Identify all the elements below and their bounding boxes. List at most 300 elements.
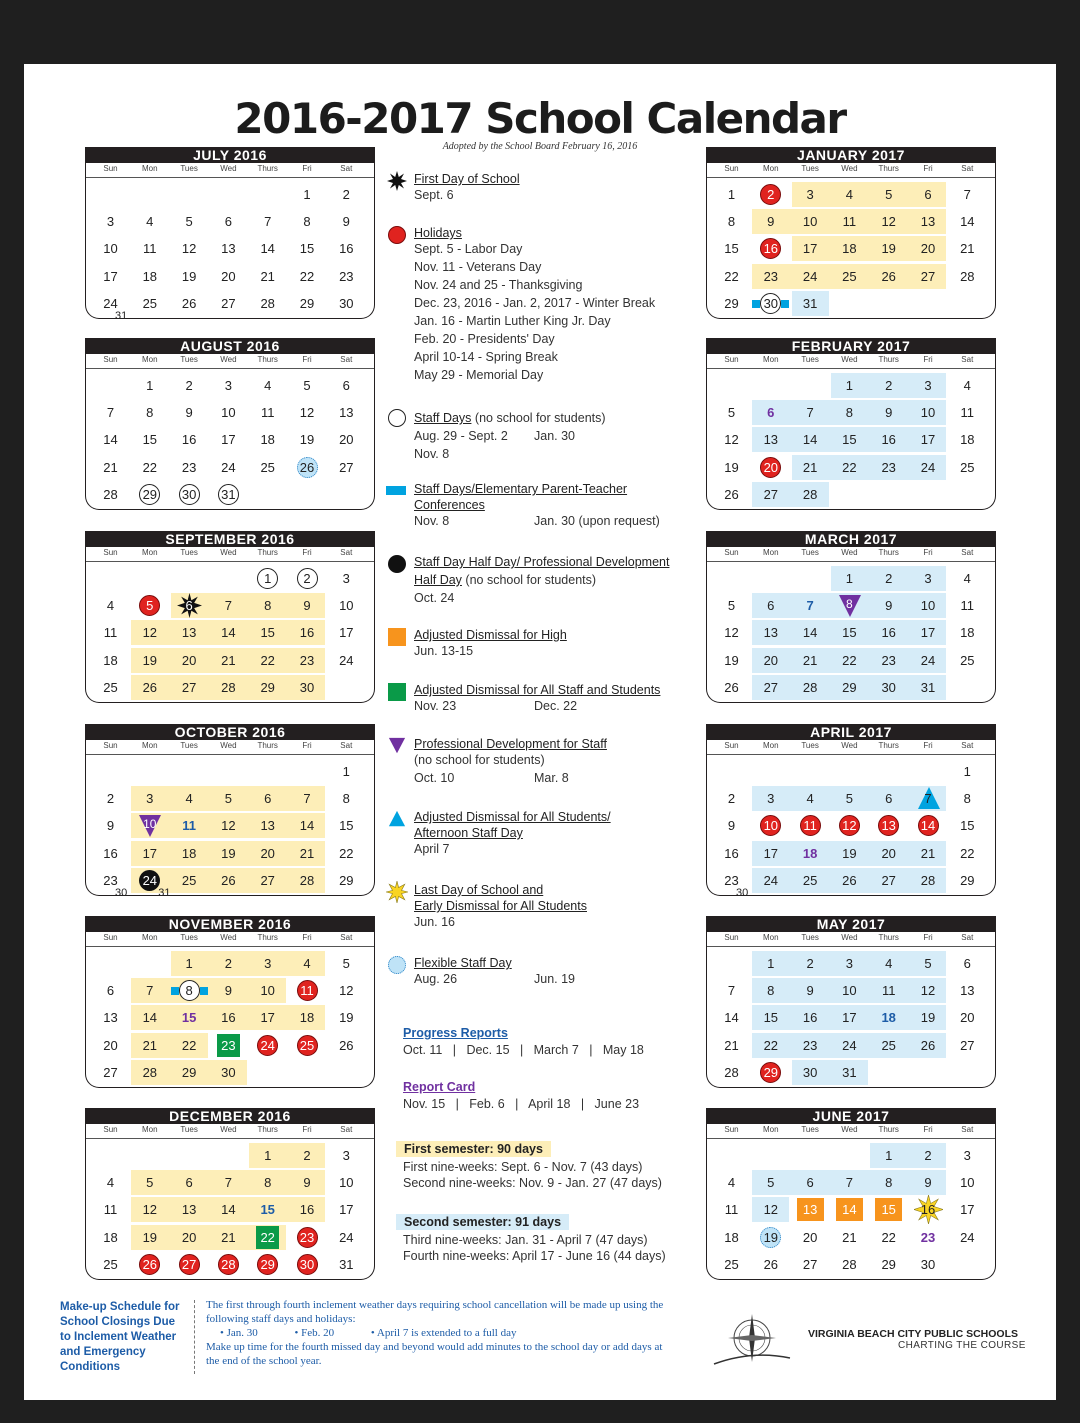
weekday-label: Fri xyxy=(302,741,312,750)
day-cell xyxy=(130,1225,169,1250)
day-cell xyxy=(751,236,790,261)
day-number: 25 xyxy=(260,459,275,475)
day-cell xyxy=(909,1170,948,1195)
day-cell xyxy=(170,264,209,289)
conference-tick xyxy=(171,987,179,995)
month-grid xyxy=(85,740,375,899)
day-number: 17 xyxy=(802,241,818,257)
day-cell xyxy=(170,1033,209,1058)
day-number: 28 xyxy=(260,295,275,311)
day-number: 8 xyxy=(185,983,193,999)
day-cell xyxy=(948,1225,987,1250)
holiday-line: April 10-14 - Spring Break xyxy=(414,350,558,364)
day-cell xyxy=(170,841,209,866)
day-number: 6 xyxy=(185,1175,193,1191)
day-cell xyxy=(751,291,790,316)
day-cell xyxy=(91,1197,130,1222)
day-cell xyxy=(91,978,130,1003)
day-cell xyxy=(327,620,366,645)
overflow-day: 30 xyxy=(115,886,128,899)
weekday-label: Tues xyxy=(180,1125,198,1134)
day-cell xyxy=(288,291,327,316)
day-number: 15 xyxy=(842,432,857,448)
weekday-label: Thurs xyxy=(878,355,899,364)
legend-staff-days xyxy=(414,409,694,463)
day-number: 11 xyxy=(803,818,817,834)
weekday-label: Sat xyxy=(961,164,974,173)
legend-last-day-title1: Last Day of School and xyxy=(414,883,544,897)
day-number: 6 xyxy=(264,791,272,807)
weekday-label: Thurs xyxy=(878,548,899,557)
day-cell xyxy=(248,593,287,618)
day-cell xyxy=(209,427,248,452)
day-number: 3 xyxy=(845,956,853,971)
day-number: 24 xyxy=(802,268,818,284)
day-cell xyxy=(209,1252,248,1277)
weekday-label: Tues xyxy=(180,933,198,942)
day-number: 29 xyxy=(142,486,158,502)
weekday-label: Thurs xyxy=(257,548,278,557)
day-cell xyxy=(327,236,366,261)
day-cell xyxy=(327,264,366,289)
day-cell xyxy=(948,1033,987,1058)
day-number: 19 xyxy=(181,268,197,284)
weekday-label: Thurs xyxy=(878,1125,899,1134)
day-number: 5 xyxy=(727,405,736,421)
day-cell xyxy=(170,1252,209,1277)
day-cell xyxy=(327,1225,366,1250)
day-cell xyxy=(909,566,948,591)
weekday-label: Fri xyxy=(923,1125,933,1134)
pd-staff-b: Mar. 8 xyxy=(534,771,569,785)
day-cell xyxy=(791,455,830,480)
day-number: 2 xyxy=(303,1148,311,1163)
month-title: NOVEMBER 2016 xyxy=(85,916,375,932)
day-cell xyxy=(830,209,869,234)
day-number: 10 xyxy=(221,405,236,421)
day-cell xyxy=(248,868,287,893)
weekday-label: Wed xyxy=(220,164,237,173)
day-number: 1 xyxy=(885,1148,893,1163)
day-cell xyxy=(909,675,948,700)
semester-2-line1: Third nine-weeks: Jan. 31 - April 7 (47 days) xyxy=(403,1233,648,1247)
day-number: 19 xyxy=(221,845,236,861)
day-number: 15 xyxy=(842,625,857,641)
day-cell xyxy=(869,868,908,893)
month-calendar xyxy=(706,1108,996,1280)
weekday-label: Wed xyxy=(841,741,858,750)
day-cell xyxy=(170,236,209,261)
semester-1-line2: Second nine-weeks: Nov. 9 - Jan. 27 (47 days) xyxy=(403,1176,662,1190)
day-cell xyxy=(830,264,869,289)
weekday-label: Fri xyxy=(923,741,933,750)
day-cell xyxy=(830,786,869,811)
page-title: 2016-2017 School Calendar xyxy=(234,94,846,143)
day-number: 5 xyxy=(224,791,232,807)
day-number: 29 xyxy=(339,872,354,888)
day-cell xyxy=(91,1005,130,1030)
day-cell xyxy=(948,786,987,811)
day-number: 15 xyxy=(881,1202,896,1218)
weekday-label: Sun xyxy=(103,548,118,557)
day-number: 25 xyxy=(181,872,197,888)
day-cell xyxy=(288,1033,327,1058)
day-cell xyxy=(909,1033,948,1058)
day-cell xyxy=(909,978,948,1003)
day-number: 31 xyxy=(920,679,936,695)
day-number: 14 xyxy=(221,1202,236,1218)
day-number: 9 xyxy=(106,818,115,834)
day-number: 10 xyxy=(763,818,779,834)
day-cell xyxy=(909,620,948,645)
day-number: 1 xyxy=(303,187,311,202)
weekday-label: Tues xyxy=(180,355,198,364)
day-number: 5 xyxy=(845,791,853,807)
day-cell xyxy=(288,182,327,207)
day-number: 30 xyxy=(763,295,779,311)
day-number: 15 xyxy=(181,1010,197,1026)
day-number: 5 xyxy=(885,187,893,202)
day-cell xyxy=(248,400,287,425)
day-cell xyxy=(91,209,130,234)
month-calendar xyxy=(706,147,996,319)
day-number: 8 xyxy=(846,597,853,612)
day-number: 26 xyxy=(221,872,236,888)
day-number: 14 xyxy=(103,432,118,448)
day-number: 4 xyxy=(264,378,272,393)
day-number: 30 xyxy=(181,486,197,502)
day-number: 20 xyxy=(260,845,275,861)
day-cell xyxy=(209,291,248,316)
day-cell xyxy=(712,291,751,316)
weekday-label: Sat xyxy=(961,548,974,557)
makeup-bullet: • April 7 is extended to a full day xyxy=(370,1327,517,1339)
day-cell xyxy=(751,841,790,866)
outline-circle-icon xyxy=(388,409,406,427)
day-number: 27 xyxy=(763,486,779,502)
weekday-label: Thurs xyxy=(878,741,899,750)
month-grid xyxy=(706,1124,996,1280)
logo-name: VIRGINIA BEACH CITY PUBLIC SCHOOLS xyxy=(808,1328,1019,1340)
day-number: 31 xyxy=(802,295,818,311)
day-number: 19 xyxy=(299,432,315,448)
day-cell xyxy=(91,1033,130,1058)
day-number: 6 xyxy=(767,598,775,614)
day-number: 22 xyxy=(142,459,158,475)
day-cell xyxy=(170,1005,209,1030)
day-number: 6 xyxy=(224,214,232,230)
day-number: 24 xyxy=(960,1229,975,1245)
day-cell xyxy=(91,1252,130,1277)
day-cell xyxy=(91,1170,130,1195)
day-number: 28 xyxy=(299,872,315,888)
day-number: 19 xyxy=(724,652,739,668)
day-cell xyxy=(327,209,366,234)
month-title: JANUARY 2017 xyxy=(706,147,996,163)
day-number: 25 xyxy=(960,459,975,475)
day-number: 6 xyxy=(106,983,115,999)
overflow-day: 31 xyxy=(115,309,128,322)
day-number: 13 xyxy=(881,818,896,834)
day-number: 29 xyxy=(842,679,857,695)
day-cell xyxy=(327,400,366,425)
day-number: 12 xyxy=(221,818,236,834)
day-number: 23 xyxy=(802,1037,818,1053)
weekday-label: Mon xyxy=(142,933,158,942)
weekday-label: Sat xyxy=(340,933,353,942)
day-cell xyxy=(948,209,987,234)
day-number: 11 xyxy=(143,241,157,257)
day-cell xyxy=(791,182,830,207)
day-number: 17 xyxy=(260,1010,275,1026)
day-cell xyxy=(130,482,169,507)
month-title: MAY 2017 xyxy=(706,916,996,932)
day-number: 3 xyxy=(767,791,775,807)
day-number: 27 xyxy=(763,679,779,695)
day-cell xyxy=(909,209,948,234)
weekday-label: Sun xyxy=(724,548,739,557)
weekday-label: Sun xyxy=(103,741,118,750)
staff-days-line: Nov. 8 xyxy=(414,447,450,461)
makeup-para-2: Make up time for the fourth missed day and beyond would add minutes to the school day or add days at the end of the school year. xyxy=(206,1341,663,1367)
day-cell xyxy=(170,482,209,507)
day-cell xyxy=(130,209,169,234)
day-cell xyxy=(209,620,248,645)
day-cell xyxy=(209,1170,248,1195)
day-number: 18 xyxy=(299,1010,315,1026)
day-cell xyxy=(751,648,790,673)
day-number: 17 xyxy=(103,268,118,284)
day-number: 24 xyxy=(842,1037,857,1053)
day-cell xyxy=(170,813,209,838)
header-rule xyxy=(707,754,995,755)
day-cell xyxy=(909,373,948,398)
day-cell xyxy=(209,1225,248,1250)
day-cell xyxy=(327,1197,366,1222)
day-number: 8 xyxy=(727,214,736,230)
day-cell xyxy=(327,1005,366,1030)
day-number: 31 xyxy=(842,1064,857,1080)
day-number: 16 xyxy=(221,1010,236,1026)
legend-half-day xyxy=(414,555,694,607)
day-number: 21 xyxy=(221,1229,236,1245)
day-number: 9 xyxy=(303,1175,311,1191)
day-number: 25 xyxy=(802,872,818,888)
makeup-bullet: • Feb. 20 xyxy=(294,1327,335,1339)
day-number: 23 xyxy=(920,1229,936,1245)
day-cell xyxy=(948,427,987,452)
day-number: 30 xyxy=(299,679,315,695)
day-number: 7 xyxy=(845,1175,853,1191)
day-cell xyxy=(830,373,869,398)
day-cell xyxy=(170,400,209,425)
header-rule xyxy=(86,561,374,562)
weekday-label: Fri xyxy=(923,933,933,942)
day-cell xyxy=(830,868,869,893)
day-number: 28 xyxy=(724,1064,739,1080)
legend-dismissal-students xyxy=(414,810,611,858)
day-cell xyxy=(791,264,830,289)
day-cell xyxy=(751,813,790,838)
day-number: 3 xyxy=(224,378,232,393)
day-cell xyxy=(91,400,130,425)
weekday-label: Wed xyxy=(841,1125,858,1134)
legend-first-day-title: First Day of School xyxy=(414,172,520,186)
weekday-label: Wed xyxy=(220,1125,237,1134)
day-number: 26 xyxy=(724,679,739,695)
day-cell xyxy=(791,868,830,893)
legend-staff-days-suffix: (no school for students) xyxy=(471,411,606,425)
day-number: 16 xyxy=(724,845,739,861)
day-number: 26 xyxy=(142,679,158,695)
day-cell xyxy=(327,813,366,838)
day-number: 9 xyxy=(727,818,736,834)
day-number: 12 xyxy=(881,214,896,230)
day-cell xyxy=(948,1197,987,1222)
day-number: 12 xyxy=(763,1202,779,1218)
day-cell xyxy=(869,648,908,673)
day-number: 6 xyxy=(963,956,971,971)
day-number: 30 xyxy=(221,1064,236,1080)
day-cell xyxy=(869,1005,908,1030)
day-cell xyxy=(830,1170,869,1195)
day-cell xyxy=(909,182,948,207)
day-cell xyxy=(288,1170,327,1195)
day-cell xyxy=(869,400,908,425)
day-number: 13 xyxy=(339,405,354,421)
month-grid xyxy=(85,163,375,322)
purple-triangle-down-icon xyxy=(387,737,407,755)
day-number: 14 xyxy=(260,241,275,257)
day-cell xyxy=(948,236,987,261)
day-cell xyxy=(948,978,987,1003)
day-cell xyxy=(869,1197,908,1222)
day-cell xyxy=(830,1252,869,1277)
day-cell xyxy=(327,291,366,316)
day-number: 26 xyxy=(724,486,739,502)
holiday-line: Sept. 5 - Labor Day xyxy=(414,242,523,256)
semester-1-line1: First nine-weeks: Sept. 6 - Nov. 7 (43 days) xyxy=(403,1160,643,1174)
day-number: 15 xyxy=(724,241,739,257)
day-number: 16 xyxy=(103,845,118,861)
day-cell xyxy=(288,951,327,976)
black-circle-icon xyxy=(388,555,406,573)
day-number: 1 xyxy=(146,378,154,393)
month-calendar xyxy=(706,724,996,899)
weekday-label: Sun xyxy=(724,355,739,364)
day-cell xyxy=(130,620,169,645)
day-number: 23 xyxy=(299,652,315,668)
day-cell xyxy=(909,648,948,673)
day-number: 2 xyxy=(767,187,775,202)
day-cell xyxy=(830,813,869,838)
day-cell xyxy=(170,978,209,1003)
day-number: 25 xyxy=(960,652,975,668)
day-cell xyxy=(869,1033,908,1058)
day-number: 17 xyxy=(339,1202,354,1218)
day-number: 6 xyxy=(924,187,932,202)
header-rule xyxy=(707,946,995,947)
day-cell xyxy=(130,978,169,1003)
day-number: 13 xyxy=(960,983,975,999)
day-cell xyxy=(248,1143,287,1168)
weekday-label: Sun xyxy=(724,933,739,942)
holiday-line: Jan. 16 - Martin Luther King Jr. Day xyxy=(414,314,611,328)
weekday-label: Fri xyxy=(923,164,933,173)
day-number: 11 xyxy=(724,1202,739,1218)
conference-tick xyxy=(781,300,789,308)
day-number: 20 xyxy=(763,459,779,475)
legend-flex-title: Flexible Staff Day xyxy=(414,956,512,970)
day-cell xyxy=(791,813,830,838)
legend-conferences xyxy=(414,482,694,530)
header-rule xyxy=(707,1138,995,1139)
day-number: 14 xyxy=(960,214,975,230)
flex-a: Aug. 26 xyxy=(414,972,458,986)
weekday-label: Thurs xyxy=(257,933,278,942)
day-cell xyxy=(869,620,908,645)
day-number: 18 xyxy=(103,652,118,668)
day-number: 16 xyxy=(339,241,354,257)
weekday-label: Mon xyxy=(142,1125,158,1134)
day-number: 4 xyxy=(106,598,115,614)
day-number: 25 xyxy=(724,1256,739,1272)
day-cell xyxy=(830,1033,869,1058)
day-number: 26 xyxy=(881,268,896,284)
day-cell xyxy=(130,593,169,618)
day-number: 12 xyxy=(724,625,739,641)
day-number: 22 xyxy=(260,1229,275,1245)
day-cell xyxy=(830,1060,869,1085)
day-cell xyxy=(948,951,987,976)
header-rule xyxy=(707,368,995,369)
day-number: 26 xyxy=(339,1037,354,1053)
day-cell xyxy=(248,264,287,289)
day-cell xyxy=(751,675,790,700)
day-cell xyxy=(751,1197,790,1222)
day-cell xyxy=(248,455,287,480)
day-cell xyxy=(130,1033,169,1058)
day-cell xyxy=(209,1033,248,1058)
day-cell xyxy=(909,1252,948,1277)
day-number: 28 xyxy=(142,1064,158,1080)
day-cell xyxy=(327,786,366,811)
day-cell xyxy=(909,1005,948,1030)
day-cell xyxy=(288,1225,327,1250)
weekday-label: Sun xyxy=(103,355,118,364)
day-cell xyxy=(791,620,830,645)
day-number: 19 xyxy=(724,459,739,475)
overflow-day: 30 xyxy=(736,886,749,899)
day-number: 3 xyxy=(924,571,932,586)
last-day-line: Jun. 16 xyxy=(414,915,456,929)
day-number: 20 xyxy=(920,241,936,257)
day-number: 6 xyxy=(185,598,193,614)
day-cell xyxy=(130,813,169,838)
day-cell xyxy=(170,1197,209,1222)
pd-staff-line1: (no school for students) xyxy=(414,753,545,767)
day-cell xyxy=(170,427,209,452)
day-cell xyxy=(288,868,327,893)
footer-divider xyxy=(194,1300,196,1374)
day-cell xyxy=(909,786,948,811)
day-cell xyxy=(327,1252,366,1277)
day-cell xyxy=(130,1170,169,1195)
progress-reports-dates: Oct. 11 | Dec. 15 | March 7 | May 18 xyxy=(403,1043,644,1057)
weekday-label: Mon xyxy=(142,741,158,750)
weekday-label: Sat xyxy=(961,355,974,364)
day-number: 2 xyxy=(727,791,736,807)
